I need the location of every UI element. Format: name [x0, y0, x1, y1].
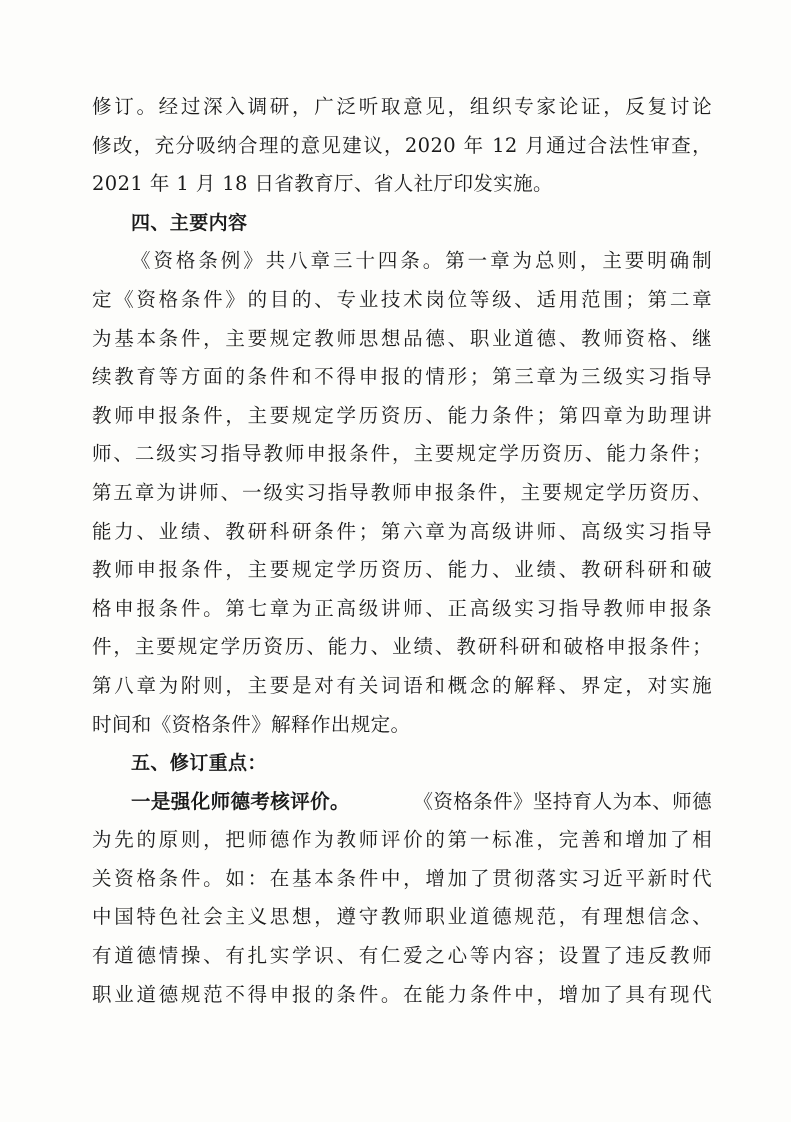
body-line: 修改，充分吸纳合理的意见建议，2020 年 12 月通过合法性审查，: [92, 133, 712, 157]
body-line: 格申报条件。第七章为正高级讲师、正高级实习指导教师申报条: [92, 596, 712, 620]
body-line: 为先的原则，把师德作为教师评价的第一标准，完善和增加了相: [92, 828, 712, 852]
body-line: 第五章为讲师、一级实习指导教师申报条件，主要规定学历资历、: [92, 480, 712, 504]
body-line: 第八章为附则，主要是对有关词语和概念的解释、界定，对实施: [92, 673, 712, 697]
body-line: 能力、业绩、教研科研条件；第六章为高级讲师、高级实习指导: [92, 519, 712, 543]
body-line: 教师申报条件，主要规定学历资历、能力条件；第四章为助理讲: [92, 403, 712, 427]
body-line: 2021 年 1 月 18 日省教育厅、省人社厅印发实施。: [92, 172, 553, 196]
lead-paragraph-line: [92, 783, 712, 822]
body-line: 定《资格条件》的目的、专业技术岗位等级、适用范围；第二章: [92, 287, 712, 311]
document-body: [92, 88, 712, 1014]
body-line: 有道德情操、有扎实学识、有仁爱之心等内容；设置了违反教师: [92, 944, 712, 968]
body-line: 件，主要规定学历资历、能力、业绩、教研科研和破格申报条件；: [92, 635, 712, 659]
body-line: 《资格条例》共八章三十四条。第一章为总则，主要明确制: [131, 249, 712, 273]
body-line: 师、二级实习指导教师申报条件，主要规定学历资历、能力条件；: [92, 442, 712, 466]
body-line: 修订。经过深入调研，广泛听取意见，组织专家论证，反复讨论: [92, 95, 712, 118]
lead-rest-text: 《资格条件》坚持育人为本、师德: [413, 789, 712, 813]
section-heading-revision-focus: 五、修订重点：: [131, 752, 267, 775]
body-line: 时间和《资格条件》解释作出规定。: [92, 712, 411, 736]
body-line: 职业道德规范不得申报的条件。在能力条件中，增加了具有现代: [92, 982, 712, 1006]
body-line: 续教育等方面的条件和不得申报的情形；第三章为三级实习指导: [92, 365, 712, 389]
body-line: 中国特色社会主义思想，遵守教师职业道德规范，有理想信念、: [92, 905, 712, 929]
body-line: 关资格条件。如：在基本条件中，增加了贯彻落实习近平新时代: [92, 866, 712, 890]
section-heading-main-content: 四、主要内容: [131, 211, 248, 234]
body-line: 教师申报条件，主要规定学历资历、能力、业绩、教研科研和破: [92, 558, 712, 582]
body-line: 为基本条件，主要规定教师思想品德、职业道德、教师资格、继: [92, 326, 712, 350]
lead-bold-text: 一是强化师德考核评价。: [131, 789, 350, 813]
